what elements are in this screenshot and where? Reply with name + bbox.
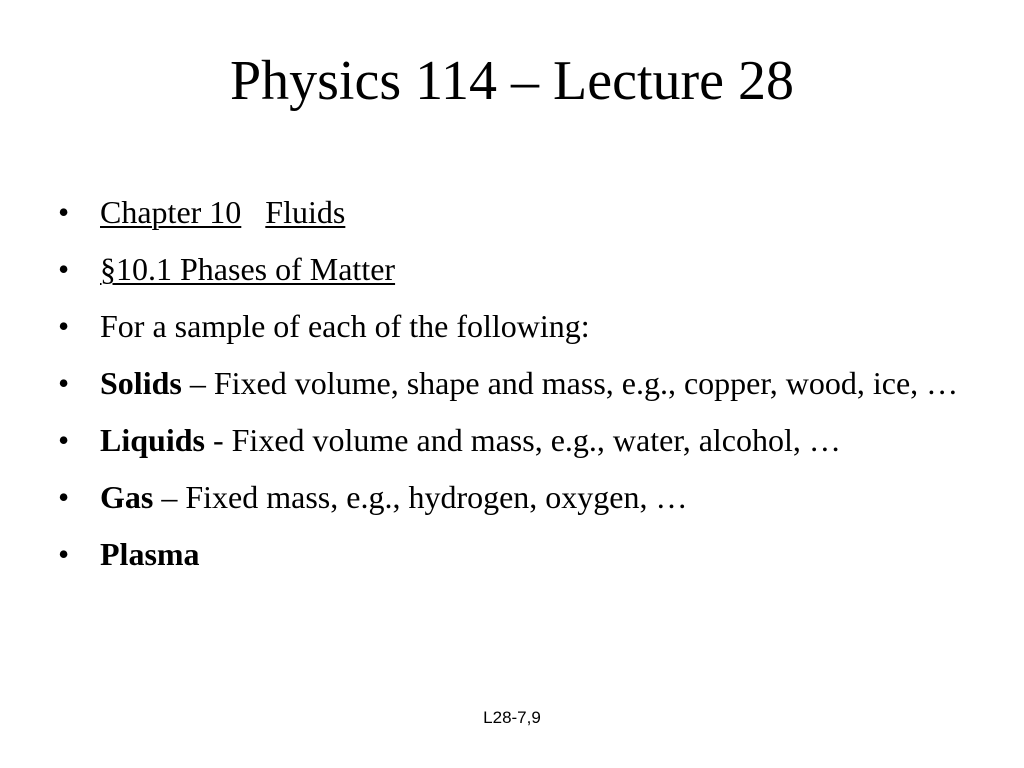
bullet-text: For a sample of each of the following: bbox=[100, 308, 590, 344]
term-gas: Gas bbox=[100, 479, 154, 515]
list-item bbox=[58, 361, 978, 405]
bullet-icon: • bbox=[58, 308, 70, 344]
list-item bbox=[58, 190, 978, 234]
bullet-icon: • bbox=[58, 536, 70, 572]
term-plasma: Plasma bbox=[100, 536, 200, 572]
chapter-topic: Fluids bbox=[265, 194, 346, 230]
chapter-heading: Chapter 10 bbox=[100, 194, 242, 230]
slide-footer-label: L28-7,9 bbox=[483, 708, 541, 727]
list-item bbox=[58, 418, 978, 462]
section-heading: §10.1 Phases of Matter bbox=[100, 251, 396, 287]
bullet-icon: • bbox=[58, 422, 70, 458]
term-solids: Solids bbox=[100, 365, 182, 401]
bullet-icon: • bbox=[58, 251, 70, 287]
slide-title: Physics 114 – Lecture 28 bbox=[229, 50, 795, 112]
term-description: – Fixed volume, shape and mass, e.g., copper, wood, ice, … bbox=[181, 365, 959, 401]
term-description: – Fixed mass, e.g., hydrogen, oxygen, … bbox=[153, 479, 688, 515]
bullet-icon: • bbox=[58, 479, 70, 515]
bullet-icon: • bbox=[58, 365, 70, 401]
list-item bbox=[58, 475, 978, 519]
list-item bbox=[58, 304, 978, 348]
term-description: - Fixed volume and mass, e.g., water, alcohol, … bbox=[204, 422, 841, 458]
list-item bbox=[58, 247, 978, 291]
term-liquids: Liquids bbox=[100, 422, 205, 458]
bullet-icon: • bbox=[58, 194, 70, 230]
bullet-list bbox=[58, 190, 978, 589]
list-item bbox=[58, 532, 978, 576]
